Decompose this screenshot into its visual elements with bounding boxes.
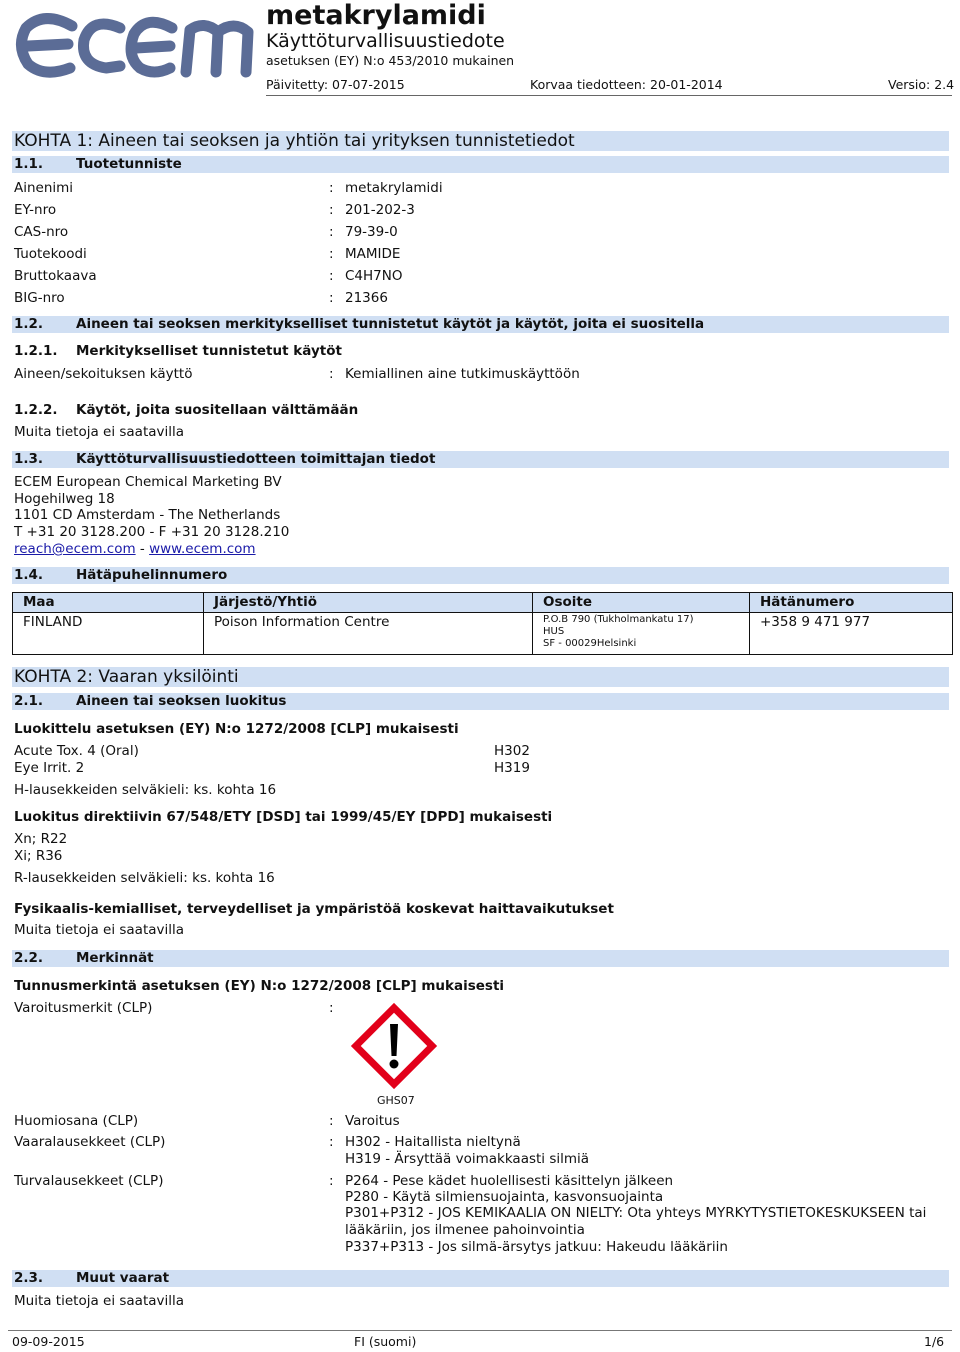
hazard-statement: H302 - Haitallista nieltynä xyxy=(345,1134,521,1150)
signal-word-label: Huomiosana (CLP) xyxy=(14,1113,139,1129)
regulation-note: asetuksen (EY) N:o 453/2010 mukainen xyxy=(266,53,515,68)
subsection-2-1 xyxy=(12,693,949,710)
updated-date: Päivitetty: 07-07-2015 xyxy=(266,77,405,92)
header-address: Osoite xyxy=(533,593,750,613)
supplier-contact xyxy=(14,541,256,557)
subsection-1-3 xyxy=(12,451,949,468)
colon: : xyxy=(329,1134,334,1150)
use-label: Aineen/sekoituksen käyttö xyxy=(14,366,193,382)
subsection-title: Käyttöturvallisuustiedotteen toimittajan tiedot xyxy=(76,451,436,467)
colon: : xyxy=(329,1000,334,1016)
identifier-value: 79-39-0 xyxy=(345,224,398,240)
labelling-title: Tunnusmerkintä asetuksen (EY) N:o 1272/2008 [CLP] mukaisesti xyxy=(14,978,505,994)
r-phrases-note: R-lausekkeiden selväkieli: ks. kohta 16 xyxy=(14,870,275,886)
cell-address xyxy=(533,613,750,655)
header-country: Maa xyxy=(13,593,204,613)
subsection-1-4 xyxy=(12,567,949,584)
footer-date: 09-09-2015 xyxy=(12,1334,85,1349)
colon: : xyxy=(329,290,334,306)
identifier-label: CAS-nro xyxy=(14,224,69,240)
ghs07-exclamation-icon xyxy=(348,1000,440,1092)
subsection-title: Käytöt, joita suositellaan välttämään xyxy=(76,402,359,418)
use-value: Kemiallinen aine tutkimuskäyttöön xyxy=(345,366,580,382)
subsection-title: Muut vaarat xyxy=(76,1270,170,1286)
clp-code: H302 xyxy=(494,743,530,759)
no-info-text: Muita tietoja ei saatavilla xyxy=(14,922,185,938)
subsection-1-2 xyxy=(12,316,949,333)
subsection-1-1 xyxy=(12,156,949,173)
footer-page-number: 1/6 xyxy=(924,1334,945,1349)
cell-organisation: Poison Information Centre xyxy=(204,613,533,655)
address-line: SF - 00029Helsinki xyxy=(543,638,637,649)
dsd-class: Xn; R22 xyxy=(14,831,68,847)
dsd-classification-title: Luokitus direktiivin 67/548/ETY [DSD] tai 1999/45/EY [DPD] mukaisesti xyxy=(14,809,553,825)
subsection-number: 1.3. xyxy=(14,451,44,467)
replaces-date: Korvaa tiedotteen: 20-01-2014 xyxy=(530,77,723,92)
cell-country: FINLAND xyxy=(13,613,204,655)
clp-class: Acute Tox. 4 (Oral) xyxy=(14,743,139,759)
identifier-value: C4H7NO xyxy=(345,268,403,284)
identifier-label: Tuotekoodi xyxy=(14,246,87,262)
subsection-number: 1.2. xyxy=(14,316,44,332)
adverse-effects-title: Fysikaalis-kemialliset, terveydelliset ja ympäristöä koskevat haittavaikutukset xyxy=(14,901,614,917)
header-emergency-number: Hätänumero xyxy=(750,593,953,613)
colon: : xyxy=(329,1173,334,1189)
clp-code: H319 xyxy=(494,760,530,776)
colon: : xyxy=(329,268,334,284)
precautionary-statement: P337+P313 - Jos silmä-ärsytys jatkuu: Hakeudu lääkäriin xyxy=(345,1239,728,1255)
pictogram-code: GHS07 xyxy=(377,1094,415,1107)
colon: : xyxy=(329,202,334,218)
colon: : xyxy=(329,180,334,196)
subsection-title: Aineen tai seoksen merkitykselliset tunnistetut käytöt ja käytöt, joita ei suositella xyxy=(76,316,705,332)
supplier-street: Hogehilweg 18 xyxy=(14,491,115,507)
header-organisation: Järjestö/Yhtiö xyxy=(204,593,533,613)
identifier-label: Ainenimi xyxy=(14,180,74,196)
section-2-title: KOHTA 2: Vaaran yksilöinti xyxy=(12,667,949,687)
identifier-label: EY-nro xyxy=(14,202,57,218)
subsection-number: 1.2.2. xyxy=(14,402,58,418)
subsection-number: 2.3. xyxy=(14,1270,44,1286)
document-title: metakrylamidi xyxy=(266,0,486,31)
subsection-title: Merkitykselliset tunnistetut käytöt xyxy=(76,343,342,359)
supplier-name: ECEM European Chemical Marketing BV xyxy=(14,474,282,490)
h-statements-note: H-lausekkeiden selväkieli: ks. kohta 16 xyxy=(14,782,277,798)
identifier-label: BIG-nro xyxy=(14,290,65,306)
identifier-value: metakrylamidi xyxy=(345,180,443,196)
signal-word-value: Varoitus xyxy=(345,1113,400,1129)
subsection-number: 2.1. xyxy=(14,693,44,709)
address-line: HUS xyxy=(543,626,565,637)
identifier-value: 201-202-3 xyxy=(345,202,415,218)
table-header-row xyxy=(13,593,953,613)
cell-emergency-number: +358 9 471 977 xyxy=(750,613,953,655)
version: Versio: 2.4 xyxy=(888,77,955,92)
footer-rule xyxy=(8,1330,952,1331)
subsection-2-2 xyxy=(12,950,949,967)
supplier-city: 1101 CD Amsterdam - The Netherlands xyxy=(14,507,281,523)
table-row xyxy=(13,613,953,655)
precautionary-statement: lääkäriin, jos ilmenee pahoinvointia xyxy=(345,1222,585,1238)
subsection-2-3 xyxy=(12,1270,949,1287)
colon: : xyxy=(329,366,334,382)
dsd-class: Xi; R36 xyxy=(14,848,63,864)
subsection-number: 1.4. xyxy=(14,567,44,583)
clp-classification-title: Luokittelu asetuksen (EY) N:o 1272/2008 [CLP] mukaisesti xyxy=(14,721,459,737)
supplier-phone: T +31 20 3128.200 - F +31 20 3128.210 xyxy=(14,524,290,540)
subsection-title: Hätäpuhelinnumero xyxy=(76,567,228,583)
website-link[interactable]: www.ecem.com xyxy=(149,541,256,557)
colon: : xyxy=(329,246,334,262)
subsection-title: Tuotetunniste xyxy=(76,156,182,172)
colon: : xyxy=(329,224,334,240)
footer-language: FI (suomi) xyxy=(354,1334,417,1349)
header-rule xyxy=(266,95,952,96)
section-1-title: KOHTA 1: Aineen tai seoksen ja yhtiön tai yrityksen tunnistetiedot xyxy=(12,131,949,151)
pictogram-label: Varoitusmerkit (CLP) xyxy=(14,1000,153,1016)
clp-class: Eye Irrit. 2 xyxy=(14,760,85,776)
subsection-title: Merkinnät xyxy=(76,950,154,966)
subsection-number: 1.2.1. xyxy=(14,343,58,359)
separator: - xyxy=(135,541,150,557)
subsection-title: Aineen tai seoksen luokitus xyxy=(76,693,287,709)
precautionary-statement: P301+P312 - JOS KEMIKAALIA ON NIELTY: Ota yhteys MYRKYTYSTIETOKESKUKSEEN tai xyxy=(345,1205,927,1221)
precautionary-statement: P280 - Käytä silmiensuojainta, kasvonsuojainta xyxy=(345,1189,664,1205)
hazard-statement: H319 - Ärsyttää voimakkaasti silmiä xyxy=(345,1151,590,1167)
precautionary-statement: P264 - Pese kädet huolellisesti käsittelyn jälkeen xyxy=(345,1173,674,1189)
document-subtitle: Käyttöturvallisuustiedote xyxy=(266,30,505,52)
subsection-number: 1.1. xyxy=(14,156,44,172)
subsection-1-2-2 xyxy=(14,402,358,418)
precautionary-statements-label: Turvalausekkeet (CLP) xyxy=(14,1173,164,1189)
subsection-1-2-1 xyxy=(14,343,342,359)
no-info-text: Muita tietoja ei saatavilla xyxy=(14,1293,185,1309)
hazard-statements-label: Vaaralausekkeet (CLP) xyxy=(14,1134,166,1150)
emergency-table xyxy=(12,592,953,655)
identifier-value: MAMIDE xyxy=(345,246,401,262)
address-line: P.O.B 790 (Tukholmankatu 17) xyxy=(543,614,694,625)
subsection-number: 2.2. xyxy=(14,950,44,966)
no-info-text: Muita tietoja ei saatavilla xyxy=(14,424,185,440)
colon: : xyxy=(329,1113,334,1129)
email-link[interactable]: reach@ecem.com xyxy=(14,541,136,557)
identifier-value: 21366 xyxy=(345,290,388,306)
identifier-label: Bruttokaava xyxy=(14,268,97,284)
ecem-logo xyxy=(14,6,258,84)
